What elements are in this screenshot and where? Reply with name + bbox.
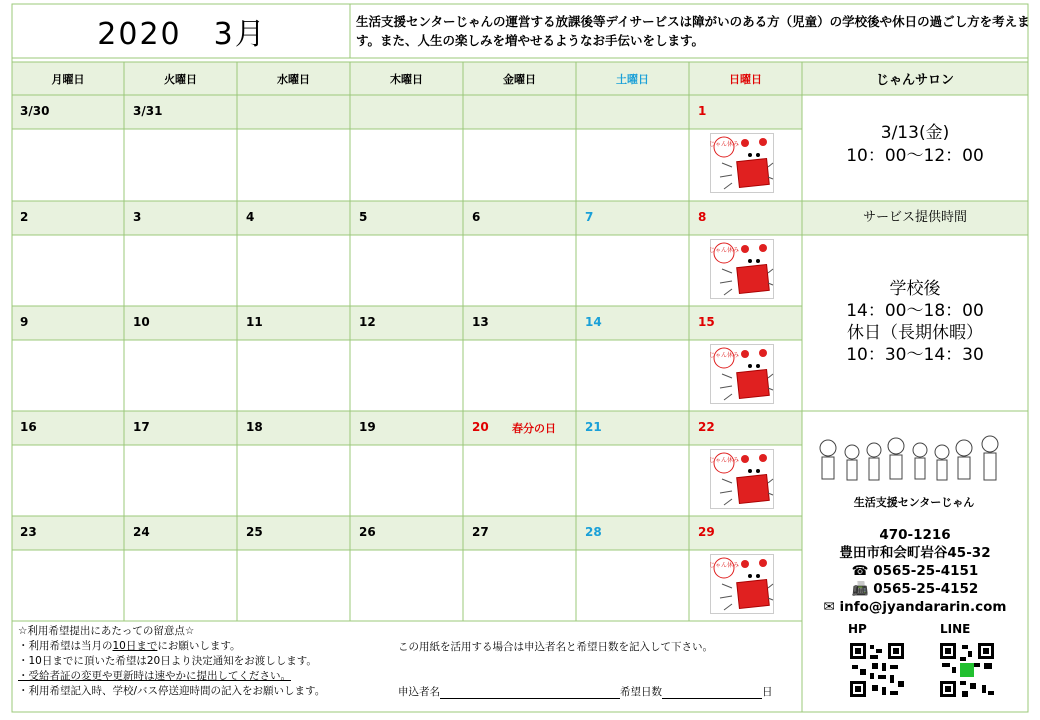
day-number: 19	[359, 420, 376, 434]
days-unit: 日	[762, 686, 773, 698]
day-number: 2	[20, 210, 29, 224]
fax-icon: 📠	[851, 581, 869, 597]
service-hours-title: サービス提供時間	[862, 210, 967, 225]
weekday-sat: 土曜日	[616, 72, 649, 86]
application-form	[398, 684, 773, 699]
fax-row	[802, 580, 1028, 598]
service-description: 生活支援センターじゃんの運営する放課後等デイサービスは障がいのある方（児童）の学校後や休日の過ごし方を考えます。また、人生の楽しみを増やせるようなお手伝いをします。	[356, 14, 1030, 48]
applicant-label: 申込者名	[398, 686, 440, 698]
zip-code: 470-1216	[879, 527, 951, 543]
crab-text: じゃん休み	[710, 352, 740, 359]
holiday-hours-time: 10：30～14：30	[846, 345, 984, 365]
after-school-label: 学校後	[889, 279, 941, 299]
day-number: 20	[472, 420, 489, 434]
note-line: ・利用希望記入時、学校/バス停送迎時間の記入をお願いします。	[18, 685, 326, 697]
day-number: 26	[359, 525, 376, 539]
note-line	[18, 639, 325, 654]
tel-row	[802, 562, 1028, 580]
notes-section	[18, 624, 325, 699]
days-label: 希望日数	[620, 686, 662, 698]
day-number: 13	[472, 315, 489, 329]
day-number: 27	[472, 525, 489, 539]
email-address[interactable]: info@jyandararin.com	[839, 599, 1007, 615]
day-number: 3/31	[133, 104, 163, 118]
crab-text: じゃん休み	[710, 562, 740, 569]
page-title: 2020 3月	[97, 17, 267, 52]
fax-number: 0565-25-4152	[873, 581, 979, 597]
day-number: 23	[20, 525, 37, 539]
weekday-thu: 木曜日	[390, 72, 423, 86]
staff-illustration-icon	[814, 428, 1014, 488]
logo-text: 生活支援センターじゃん	[853, 496, 975, 509]
day-number: 14	[585, 315, 602, 329]
hp-qr-code[interactable]	[848, 641, 906, 703]
weekday-mon: 月曜日	[51, 72, 85, 86]
salon-title: じゃんサロン	[875, 73, 954, 88]
day-number: 12	[359, 315, 376, 329]
closed-day-crab-icon	[710, 554, 774, 618]
days-field[interactable]	[662, 686, 762, 699]
line-label: LINE	[940, 622, 971, 636]
day-number: 3/30	[20, 104, 50, 118]
day-number: 18	[246, 420, 263, 434]
day-number: 10	[133, 315, 150, 329]
day-number: 4	[246, 210, 255, 224]
tel-number: 0565-25-4151	[873, 563, 979, 579]
note-text: にお願いします。	[157, 640, 241, 652]
salon-time: 10：00～12：00	[846, 146, 984, 166]
day-number: 5	[359, 210, 368, 224]
day-number: 22	[698, 420, 715, 434]
applicant-name-field[interactable]	[440, 686, 620, 699]
day-number: 11	[246, 315, 263, 329]
email-row	[802, 598, 1028, 616]
day-number: 21	[585, 420, 602, 434]
weekday-sun: 日曜日	[729, 72, 762, 86]
line-qr-code[interactable]	[938, 641, 996, 703]
phone-icon: ☎	[851, 563, 869, 579]
day-number: 17	[133, 420, 150, 434]
crab-text: じゃん休み	[710, 247, 740, 254]
contact-info	[802, 526, 1028, 616]
day-number: 8	[698, 210, 707, 224]
holiday-hours-label: 休日（長期休暇）	[847, 323, 983, 343]
note-line: ・受給者証の変更や更新時は速やかに提出してください。	[18, 670, 291, 682]
day-number: 9	[20, 315, 29, 329]
form-note: この用紙を活用する場合は申込者名と希望日数を記入して下さい。	[398, 641, 713, 653]
day-number: 24	[133, 525, 150, 539]
holiday-label: 春分の日	[512, 422, 556, 435]
day-number: 25	[246, 525, 263, 539]
hp-label: HP	[848, 622, 867, 636]
crab-text: じゃん休み	[710, 141, 740, 148]
closed-day-crab-icon	[710, 239, 774, 303]
crab-text: じゃん休み	[710, 457, 740, 464]
weekday-fri: 金曜日	[503, 72, 536, 86]
day-number: 7	[585, 210, 594, 224]
day-number: 15	[698, 315, 715, 329]
salon-info	[802, 122, 1028, 168]
mail-icon: ✉	[823, 599, 835, 615]
day-number: 16	[20, 420, 37, 434]
day-number: 28	[585, 525, 602, 539]
service-hours	[802, 278, 1028, 366]
day-number: 29	[698, 525, 715, 539]
center-logo	[814, 428, 1014, 510]
day-number: 1	[698, 104, 707, 118]
note-line: ・10日までに頂いた希望は20日より決定通知をお渡しします。	[18, 655, 317, 667]
salon-date: 3/13(金)	[880, 123, 950, 143]
after-school-time: 14：00～18：00	[846, 301, 984, 321]
note-deadline: 10日まで	[112, 640, 158, 652]
closed-day-crab-icon	[710, 344, 774, 408]
weekday-tue: 火曜日	[164, 72, 197, 86]
closed-day-crab-icon	[710, 133, 774, 197]
weekday-wed: 水曜日	[277, 72, 310, 86]
closed-day-crab-icon	[710, 449, 774, 513]
notes-title: ☆利用希望提出にあたっての留意点☆	[18, 625, 195, 637]
address: 豊田市和会町岩谷45-32	[839, 545, 991, 561]
note-text: ・利用希望は当月の	[18, 640, 113, 652]
day-number: 3	[133, 210, 142, 224]
day-number: 6	[472, 210, 481, 224]
